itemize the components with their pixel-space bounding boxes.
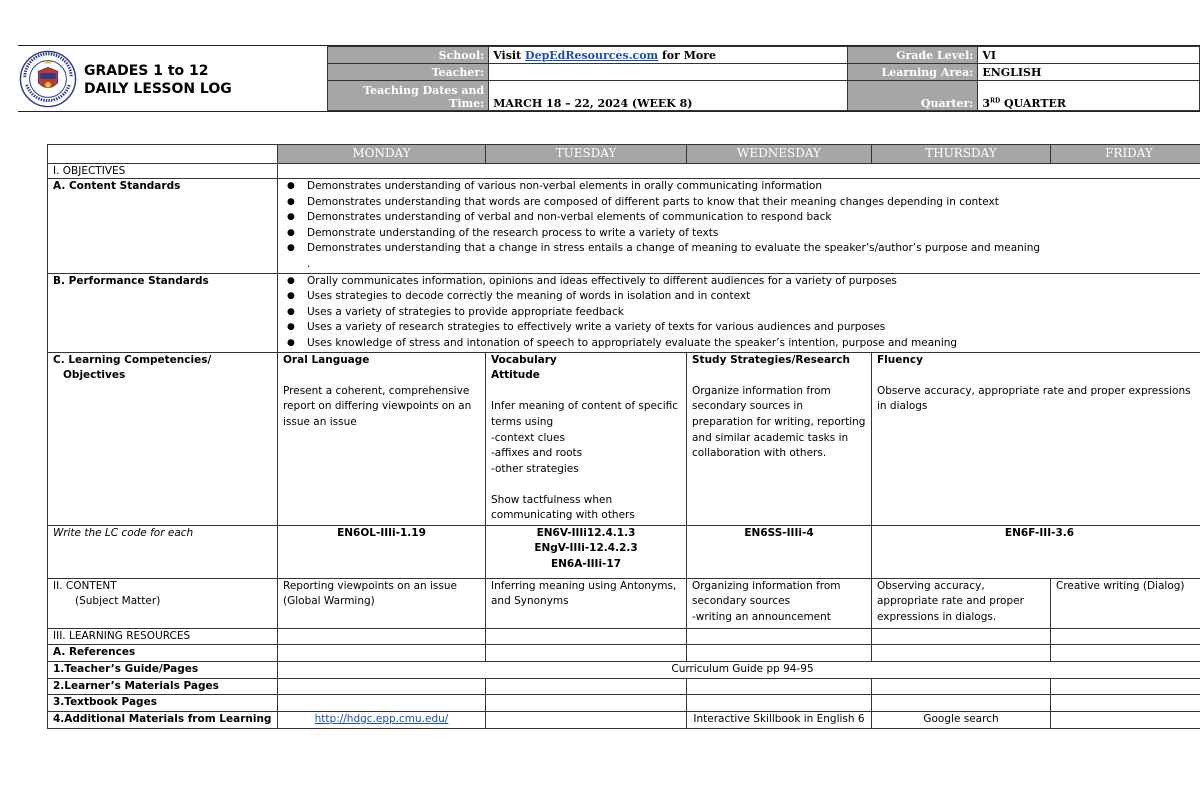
performance-standard-text: Uses a variety of strategies to provide appropriate feedback xyxy=(307,305,624,318)
empty-cell xyxy=(872,628,1051,645)
performance-standard-item xyxy=(283,289,1200,305)
empty-cell xyxy=(486,695,687,712)
performance-standards-label: B. Performance Standards xyxy=(48,273,278,352)
learners-materials-label: 2.Learner’s Materials Pages xyxy=(48,678,278,695)
empty-cell xyxy=(486,678,687,695)
bullet-icon: ● xyxy=(287,181,295,191)
day-thursday: THURSDAY xyxy=(872,145,1051,164)
content-standard-text: Demonstrates understanding that words are composed of different parts to know that their meaning changes depending in context xyxy=(307,195,999,208)
references-row xyxy=(48,645,1200,662)
teacher-value xyxy=(489,64,848,81)
competency-monday-body: Present a coherent, comprehensive report on differing viewpoints on an issue an issue xyxy=(283,384,472,428)
lc-code-wednesday: EN6SS-IIIi-4 xyxy=(687,525,872,578)
competency-tuesday-line: -context clues xyxy=(491,431,565,444)
competency-monday xyxy=(278,352,486,525)
learners-materials-row xyxy=(48,678,1200,695)
competency-thursday xyxy=(872,352,1200,525)
performance-standard-text: Uses a variety of research strategies to effectively write a variety of texts for various audiences and purposes xyxy=(307,321,886,334)
days-header-row xyxy=(48,145,1200,164)
bullet-icon: ● xyxy=(287,212,295,223)
log-title xyxy=(84,62,232,98)
quarter-rest: QUARTER xyxy=(1000,97,1067,110)
content-wednesday-line: Organizing information from secondary sources xyxy=(692,579,841,608)
performance-standards-list xyxy=(283,274,1200,352)
hdgc-link[interactable]: http://hdgc.epp.cmu.edu/ xyxy=(314,712,449,725)
school-suffix: for More xyxy=(658,48,717,62)
references-label: A. References xyxy=(48,645,278,662)
school-value xyxy=(489,47,848,64)
competency-tuesday-line: -affixes and roots xyxy=(491,447,583,460)
competency-wednesday xyxy=(687,352,872,525)
content-standard-item xyxy=(283,210,1200,226)
empty-cell xyxy=(872,645,1051,662)
school-prefix: Visit xyxy=(493,48,526,62)
empty-cell xyxy=(278,628,486,645)
grade-level-value: VI xyxy=(978,47,1200,64)
additional-materials-row xyxy=(48,711,1200,728)
competency-monday-head: Oral Language xyxy=(283,353,370,366)
performance-standards-row xyxy=(48,273,1200,352)
lc-code-label: Write the LC code for each xyxy=(48,525,278,578)
bullet-icon: ● xyxy=(287,243,295,254)
competency-tuesday-head2: Attitude xyxy=(491,369,540,382)
bullet-icon: ● xyxy=(287,306,295,317)
content-row xyxy=(48,578,1200,628)
empty-cell xyxy=(486,711,687,728)
objectives-row xyxy=(48,164,1200,179)
quarter-label: Quarter: xyxy=(847,81,977,111)
empty-cell xyxy=(687,628,872,645)
content-tuesday: Inferring meaning using Antonyms, and Synonyms xyxy=(486,578,687,628)
teachers-guide-label: 1.Teacher’s Guide/Pages xyxy=(48,661,278,678)
performance-standard-item xyxy=(283,274,1200,290)
content-standard-item xyxy=(283,179,1200,195)
competencies-label xyxy=(48,352,278,525)
additional-materials-monday xyxy=(278,711,486,728)
teaching-dates-value: MARCH 18 – 22, 2024 (WEEK 8) xyxy=(489,81,848,111)
objectives-label: I. OBJECTIVES xyxy=(48,164,278,179)
empty-cell xyxy=(278,695,486,712)
learning-resources-row xyxy=(48,628,1200,645)
bullet-icon: ● xyxy=(287,227,295,238)
day-tuesday: TUESDAY xyxy=(486,145,687,164)
bullet-icon: ● xyxy=(287,291,295,302)
empty-cell xyxy=(486,645,687,662)
teacher-label: Teacher: xyxy=(328,64,489,81)
quarter-suffix: RD xyxy=(990,97,1001,105)
content-standard-item xyxy=(283,241,1200,257)
content-standard-text: Demonstrates understanding of verbal and non-verbal elements of communication to respond back xyxy=(307,211,832,224)
content-standards-row xyxy=(48,179,1200,274)
content-standards-cell xyxy=(278,179,1200,274)
lc-code-thursday-friday: EN6F-III-3.6 xyxy=(872,525,1200,578)
log-title-line1: GRADES 1 to 12 xyxy=(84,63,209,79)
empty-cell xyxy=(278,678,486,695)
additional-materials-wednesday: Interactive Skillbook in English 6 xyxy=(687,711,872,728)
lc-code-tuesday-line: ENgV-IIIi-12.4.2.3 xyxy=(534,542,638,555)
empty-cell xyxy=(1051,678,1200,695)
bullet-icon: ● xyxy=(287,275,295,286)
performance-standard-item xyxy=(283,320,1200,336)
bullet-icon: ● xyxy=(287,196,295,207)
empty-cell xyxy=(687,695,872,712)
content-standards-label: A. Content Standards xyxy=(48,179,278,274)
content-standard-text: Demonstrate understanding of the research process to write a variety of texts xyxy=(307,226,719,239)
content-standard-text: Demonstrates understanding that a change in stress entails a change of meaning to evaluate the speaker’s/author’s purpose and meaning xyxy=(307,242,1041,255)
empty-cell xyxy=(278,645,486,662)
day-friday: FRIDAY xyxy=(1051,145,1200,164)
lc-code-tuesday-line: EN6V-IIIi12.4.1.3 xyxy=(536,526,636,539)
empty-cell xyxy=(687,645,872,662)
header-info-table xyxy=(327,46,1200,111)
lc-code-row xyxy=(48,525,1200,578)
performance-standard-text: Orally communicates information, opinions and ideas effectively to different audiences for a variety of purposes xyxy=(307,274,897,287)
competencies-label-line2: Objectives xyxy=(63,369,126,382)
textbook-pages-row xyxy=(48,695,1200,712)
objectives-spacer xyxy=(278,164,1200,179)
day-wednesday: WEDNESDAY xyxy=(687,145,872,164)
competencies-label-line1: C. Learning Competencies/ xyxy=(53,353,212,366)
content-standard-text: Demonstrates understanding of various non-verbal elements in orally communicating information xyxy=(307,180,823,192)
deped-seal-icon xyxy=(19,50,77,108)
lc-code-tuesday xyxy=(486,525,687,578)
empty-cell xyxy=(872,678,1051,695)
daily-lesson-log-table xyxy=(47,144,1200,729)
lc-code-monday: EN6OL-IIIi-1.19 xyxy=(278,525,486,578)
bullet-icon: ● xyxy=(287,337,295,348)
content-standard-item xyxy=(283,195,1200,211)
empty-cell xyxy=(872,695,1051,712)
competencies-row xyxy=(48,352,1200,525)
competency-thursday-body: Observe accuracy, appropriate rate and proper expressions in dialogs xyxy=(877,384,1191,413)
school-label: School: xyxy=(328,47,489,64)
content-standard-trailing xyxy=(283,257,1200,273)
content-wednesday-line: -writing an announcement xyxy=(692,610,831,623)
grade-level-label: Grade Level: xyxy=(847,47,977,64)
content-standards-list xyxy=(283,179,1200,273)
empty-cell xyxy=(1051,695,1200,712)
empty-cell xyxy=(1051,645,1200,662)
header-bottom-rule xyxy=(18,111,1200,112)
performance-standard-text: Uses knowledge of stress and intonation of speech to appropriately evaluate the speaker’s intention, purpose and meaning xyxy=(307,336,958,349)
content-label-line2: (Subject Matter) xyxy=(75,595,161,608)
competency-tuesday-line: Show tactfulness when communicating with others xyxy=(491,493,635,522)
learning-area-value: ENGLISH xyxy=(978,64,1200,81)
competency-wednesday-body: Organize information from secondary sources in preparation for writing, reporting and similar academic tasks in collaboration with others. xyxy=(692,384,866,460)
performance-standard-text: Uses strategies to decode correctly the meaning of words in isolation and in context xyxy=(307,290,751,303)
day-monday: MONDAY xyxy=(278,145,486,164)
quarter-value xyxy=(978,81,1200,111)
additional-materials-label: 4.Additional Materials from Learning xyxy=(48,711,278,728)
competency-thursday-head: Fluency xyxy=(877,353,923,366)
performance-standards-cell xyxy=(278,273,1200,352)
lc-code-tuesday-line: EN6A-IIIi-17 xyxy=(550,557,622,570)
empty-cell xyxy=(486,628,687,645)
performance-standard-item xyxy=(283,336,1200,352)
log-title-line2: DAILY LESSON LOG xyxy=(84,81,232,97)
content-label-line1: II. CONTENT xyxy=(53,579,117,592)
quarter-number: 3 xyxy=(982,97,990,110)
textbook-pages-label: 3.Textbook Pages xyxy=(48,695,278,712)
teachers-guide-value: Curriculum Guide pp 94-95 xyxy=(278,661,1200,678)
competency-wednesday-head: Study Strategies/Research xyxy=(692,353,850,366)
teaching-dates-label: Teaching Dates and Time: xyxy=(328,81,489,111)
content-label xyxy=(48,578,278,628)
corner-cell xyxy=(48,145,278,164)
content-thursday: Observing accuracy, appropriate rate and proper expressions in dialogs. xyxy=(872,578,1051,628)
empty-cell xyxy=(687,678,872,695)
content-monday: Reporting viewpoints on an issue (Global Warming) xyxy=(278,578,486,628)
teachers-guide-row xyxy=(48,661,1200,678)
content-standard-item xyxy=(283,226,1200,242)
competency-tuesday xyxy=(486,352,687,525)
trailing-mark: . xyxy=(307,257,311,270)
empty-cell xyxy=(1051,711,1200,728)
competency-tuesday-head1: Vocabulary xyxy=(491,353,557,366)
additional-materials-thursday: Google search xyxy=(872,711,1051,728)
competency-tuesday-line: Infer meaning of content of specific terms using xyxy=(491,400,679,428)
content-friday: Creative writing (Dialog) xyxy=(1051,578,1200,628)
deped-resources-link[interactable]: DepEdResources.com xyxy=(525,48,659,62)
learning-area-label: Learning Area: xyxy=(847,64,977,81)
learning-resources-label: III. LEARNING RESOURCES xyxy=(48,628,278,645)
empty-cell xyxy=(1051,628,1200,645)
content-wednesday xyxy=(687,578,872,628)
bullet-icon: ● xyxy=(287,322,295,333)
competency-tuesday-line: -other strategies xyxy=(491,462,579,475)
performance-standard-item xyxy=(283,305,1200,321)
